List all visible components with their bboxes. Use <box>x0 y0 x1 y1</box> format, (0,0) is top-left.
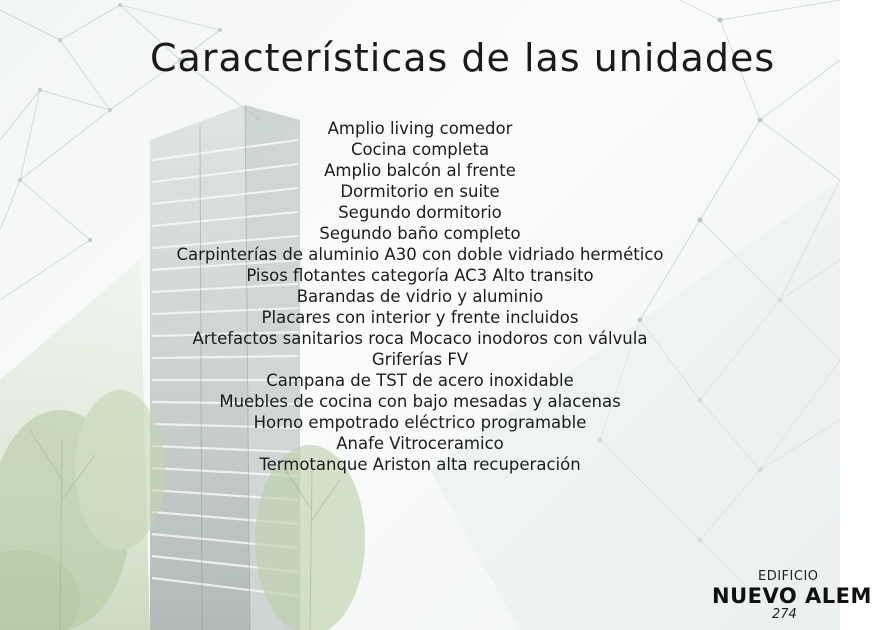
feature-item: Horno empotrado eléctrico programable <box>253 413 587 432</box>
feature-item: Placares con interior y frente incluidos <box>261 308 579 327</box>
brand-logo <box>700 566 872 630</box>
feature-item: Artefactos sanitarios roca Mocaco inodoros con válvula <box>192 329 648 348</box>
feature-item: Campana de TST de acero inoxidable <box>266 371 574 390</box>
page-title: Características de las unidades <box>150 36 776 80</box>
feature-item: Cocina completa <box>350 140 490 159</box>
brand-name: NUEVO ALEM <box>712 584 872 608</box>
feature-item: Carpinterías de aluminio A30 con doble vidriado hermético <box>176 245 664 264</box>
feature-item: Anafe Vitroceramico <box>336 434 504 453</box>
feature-item: Pisos flotantes categoría AC3 Alto transito <box>246 266 594 285</box>
brand-number: 274 <box>772 607 797 622</box>
feature-item: Barandas de vidrio y aluminio <box>296 287 544 306</box>
feature-item: Dormitorio en suite <box>340 182 500 201</box>
feature-item: Amplio balcón al frente <box>324 161 516 180</box>
feature-item: Segundo baño completo <box>319 224 521 243</box>
feature-item: Griferías FV <box>371 350 469 369</box>
feature-item: Termotanque Ariston alta recuperación <box>259 455 581 474</box>
feature-item: Amplio living comedor <box>327 119 513 138</box>
feature-item: Muebles de cocina con bajo mesadas y alacenas <box>219 392 621 411</box>
brand-subtitle: EDIFICIO <box>758 569 819 584</box>
features-list <box>150 118 690 475</box>
feature-item: Segundo dormitorio <box>338 203 502 222</box>
